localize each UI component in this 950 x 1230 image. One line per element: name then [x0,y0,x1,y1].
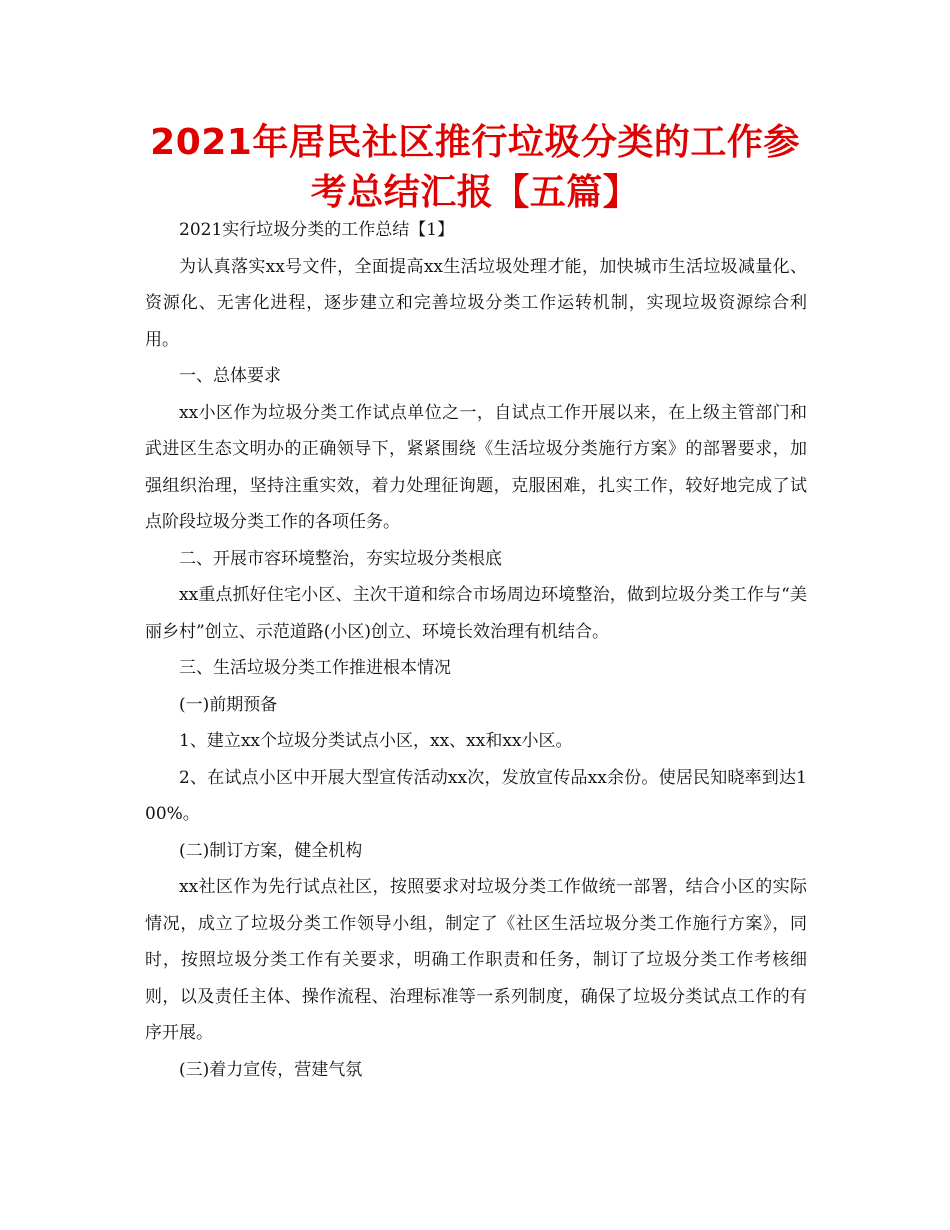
paragraph: 为认真落实xx号文件，全面提高xx生活垃圾处理才能，加快城市生活垃圾减量化、资源化、无害化进程，逐步建立和完善垃圾分类工作运转机制，实现垃圾资源综合利用。 [145,256,807,350]
paragraph: xx重点抓好住宅小区、主次干道和综合市场周边环境整治，做到垃圾分类工作与“美丽乡村”创立、示范道路(小区)创立、环境长效治理有机结合。 [145,585,807,642]
paragraph-heading: 二、开展市容环境整治，夯实垃圾分类根底 [179,548,502,569]
document-title: 2021年居民社区推行垃圾分类的工作参考总结汇报【五篇】 [150,122,800,213]
document-body [145,212,807,1088]
paragraph-heading: 三、生活垃圾分类工作推进根本情况 [179,658,451,678]
paragraph-subheading: (一)前期预备 [179,694,278,715]
paragraph-subheading: (二)制订方案，健全机构 [179,840,363,861]
paragraph: xx社区作为先行试点社区，按照要求对垃圾分类工作做统一部署，结合小区的实际情况，成立了垃圾分类工作领导小组，制定了《社区生活垃圾分类工作施行方案》，同时，按照垃圾分类工作有关要求，明确工作职责和任务，制订了垃圾分类工作考核细则，以及责任主体、操作流程、治理标准等一系列制度，确保了垃圾分类试点工作的有序开展。 [145,877,807,1043]
paragraph-subheading: (三)着力宣传，营建气氛 [179,1059,363,1080]
paragraph-section-heading: 2021实行垃圾分类的工作总结【1】 [179,220,455,240]
paragraph: 2、在试点小区中开展大型宣传活动xx次，发放宣传品xx余份。使居民知晓率到达100%。 [145,767,807,824]
paragraph: xx小区作为垃圾分类工作试点单位之一，自试点工作开展以来，在上级主管部门和武进区生态文明办的正确领导下，紧紧围绕《生活垃圾分类施行方案》的部署要求，加强组织治理，坚持注重实效，着力处理征询题，克服困难，扎实工作，较好地完成了试点阶段垃圾分类工作的各项任务。 [145,402,807,532]
paragraph: 1、建立xx个垃圾分类试点小区，xx、xx和xx小区。 [179,731,573,751]
paragraph-heading: 一、总体要求 [179,366,281,386]
